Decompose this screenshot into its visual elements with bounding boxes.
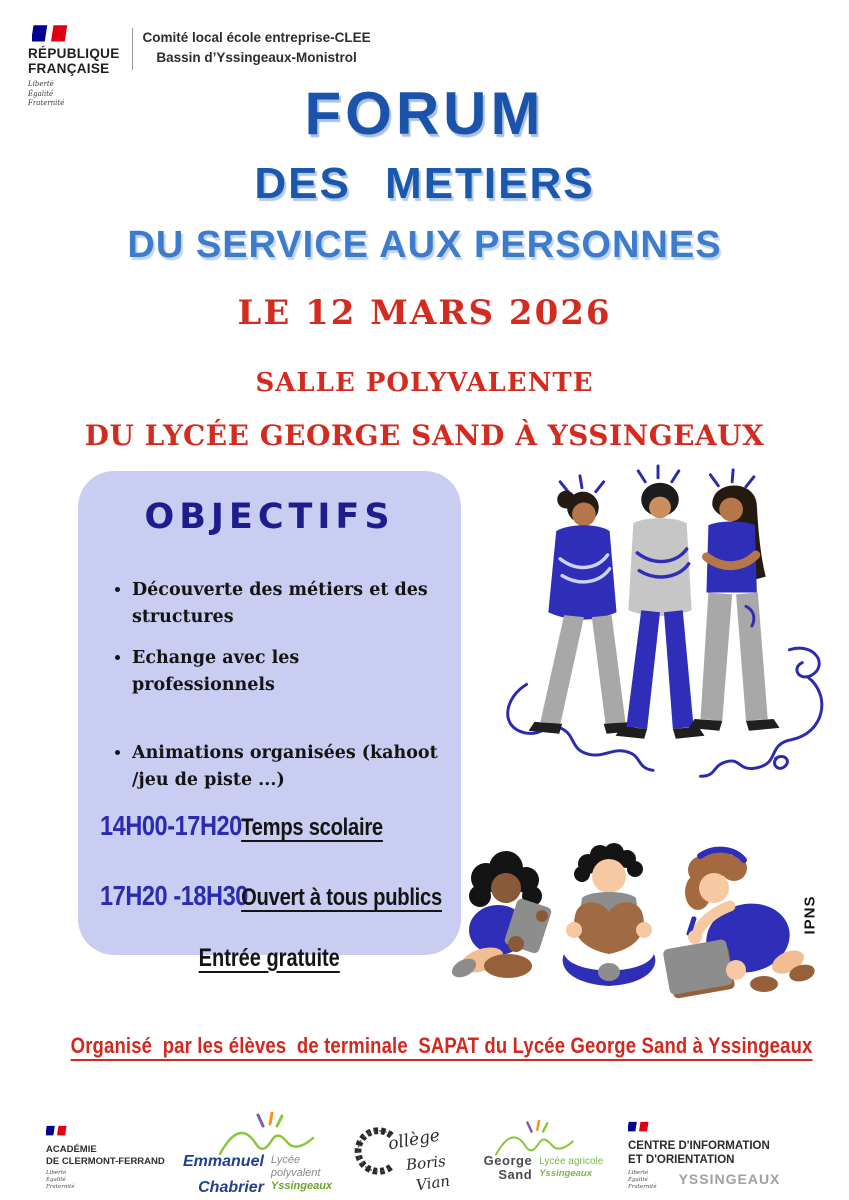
header-divider xyxy=(132,28,133,70)
objectives-box xyxy=(78,471,461,972)
george-sand-name2: Sand xyxy=(498,1167,533,1183)
cio-motto: Liberté Égalité Fraternité xyxy=(628,1169,657,1190)
lycee-george-sand-logo xyxy=(476,1120,611,1183)
committee-line1: Comité local école entreprise-CLEE xyxy=(142,30,371,45)
schedule-time: 14H00-17H20 xyxy=(100,809,242,841)
cio-line2: ET D'ORIENTATION xyxy=(628,1153,735,1166)
schedule-label: Ouvert à tous publics xyxy=(241,883,442,911)
schedule-time: 17H20 -18H30 xyxy=(100,879,248,911)
objective-item: • Découverte des métiers et des structures xyxy=(132,577,445,631)
children-reading-illustration xyxy=(446,842,818,1022)
objective-item: • Echange avec les professionnels xyxy=(132,645,445,699)
george-sand-city: Yssingeaux xyxy=(539,1168,592,1180)
footer-logos xyxy=(0,1112,849,1200)
cio-city: YSSINGEAUX xyxy=(678,1171,781,1188)
ipns-marker: IPNS xyxy=(801,895,819,935)
objectives-list xyxy=(114,577,445,794)
poster-title-line2: DES METIERS xyxy=(254,159,595,208)
title-block xyxy=(0,80,849,452)
academie-clermont-logo xyxy=(46,1124,166,1191)
lycee-chabrier-logo xyxy=(183,1112,343,1197)
objectives-heading: OBJECTIFS xyxy=(144,497,395,537)
organizer-line: Organisé par les élèves de terminale SAPAT du Lycée George Sand à Yssingeaux xyxy=(70,1033,813,1058)
cio-logo xyxy=(628,1120,808,1191)
poster-title-line3: DU SERVICE AUX PERSONNES xyxy=(127,224,722,266)
chabrier-name2: Chabrier xyxy=(198,1179,264,1197)
objective-item: • Animations organisées (kahoot /jeu de piste ...) xyxy=(132,740,445,794)
chabrier-city: Yssingeaux xyxy=(270,1180,333,1193)
mountains-icon xyxy=(211,1112,321,1158)
french-flag-icon xyxy=(628,1121,650,1133)
three-women-illustration xyxy=(496,462,824,798)
woman-middle xyxy=(616,483,705,739)
academie-line1: ACADÉMIE xyxy=(46,1144,97,1155)
college-boris-vian-logo xyxy=(348,1112,468,1200)
republique-line1: RÉPUBLIQUE xyxy=(28,46,120,61)
free-entry: Entrée gratuite xyxy=(198,943,341,972)
academie-line2: DE CLERMONT-FERRAND xyxy=(46,1155,165,1167)
cio-line1: CENTRE D'INFORMATION xyxy=(628,1140,770,1152)
schedule-label: Temps scolaire xyxy=(241,813,383,841)
schedule-row xyxy=(100,810,403,842)
schedule xyxy=(78,810,461,973)
child-middle xyxy=(563,843,656,986)
vian-word1: ollège xyxy=(386,1125,442,1155)
woman-left xyxy=(529,491,638,734)
child-right xyxy=(662,847,816,999)
vian-word3: Vian xyxy=(414,1171,452,1195)
woman-right xyxy=(689,485,780,730)
french-flag-icon xyxy=(46,1125,68,1137)
event-date: LE 12 MARS 2026 xyxy=(237,293,612,333)
three-children-illustration xyxy=(446,842,818,1022)
george-sand-name1: George xyxy=(483,1153,533,1168)
event-venue-school: DU LYCÉE GEORGE SAND À YSSINGEAUX xyxy=(84,418,765,452)
schedule-row xyxy=(100,879,442,912)
republique-motto: Liberté Égalité Fraternité xyxy=(28,80,65,108)
republique-line2: FRANÇAISE xyxy=(28,61,110,77)
french-flag-icon xyxy=(32,24,70,44)
students-illustration xyxy=(496,462,824,798)
event-venue-room: SALLE POLYVALENTE xyxy=(255,367,594,398)
committee-line2: Bassin d’Yssingeaux-Monistrol xyxy=(156,50,357,66)
child-left xyxy=(449,851,553,981)
academie-motto: Liberté Égalité Fraternité xyxy=(46,1169,75,1191)
chabrier-type: Lycée polyvalent xyxy=(270,1154,321,1180)
poster-title-line1: FORUM xyxy=(304,80,545,147)
vian-word2: Boris xyxy=(405,1151,447,1175)
chabrier-name1: Emmanuel xyxy=(183,1153,264,1170)
committee-title xyxy=(143,24,371,69)
george-sand-type: Lycée agricole xyxy=(539,1156,604,1168)
